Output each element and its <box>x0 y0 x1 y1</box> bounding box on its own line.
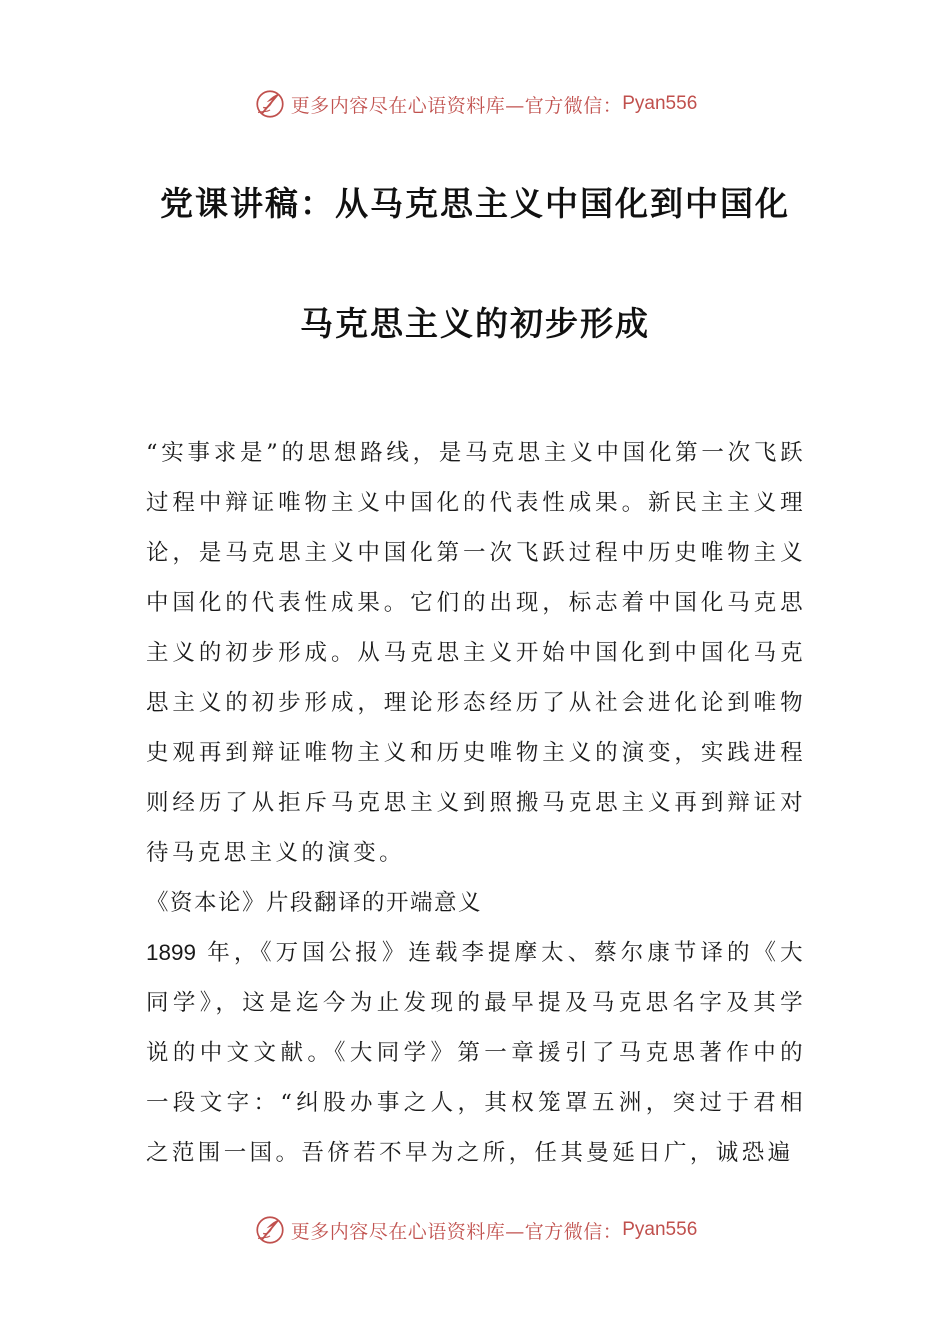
document-body <box>146 428 806 1178</box>
watermark-banner-bottom <box>0 1210 950 1250</box>
paragraph-intro: “实事求是”的思想路线，是马克思主义中国化第一次飞跃过程中辩证唯物主义中国化的代表性成果。新民主主义理论，是马克思主义中国化第一次飞跃过程中历史唯物主义中国化的代表性成果。它们的出现，标志着中国化马克思主义的初步形成。从马克思主义开始中国化到中国化马克思主义的初步形成，理论形态经历了从社会进化论到唯物史观再到辩证唯物主义和历史唯物主义的演变，实践进程则经历了从拒斥马克思主义到照搬马克思主义再到辩证对待马克思主义的演变。 <box>146 440 806 866</box>
quill-logo-icon <box>253 1213 287 1247</box>
watermark-text: 更多内容尽在心语资料库—官方微信： <box>290 94 623 117</box>
paragraph-year: 1899 <box>146 940 197 965</box>
document-title-line-2: 马克思主义的初步形成 <box>300 304 650 343</box>
watermark-text: 更多内容尽在心语资料库—官方微信： <box>290 1220 623 1243</box>
watermark-wechat-id: Pyan556 <box>622 93 698 114</box>
section-heading: 《资本论》片段翻译的开端意义 <box>146 890 483 916</box>
paragraph-second-text: 年，《万国公报》连载李提摩太、蔡尔康节译的《大同学》，这是迄今为止发现的最早提及马克思名字及其学说的中文文献。《大同学》第一章援引了马克思著作中的一段文字：“纠股办事之人，其权笼罩五洲，突过于君相之范围一国。吾侪若不早为之所，任其曼延日广，诚恐遍 <box>146 940 806 1166</box>
watermark-wechat-id: Pyan556 <box>622 1219 698 1240</box>
quill-logo-icon <box>253 87 287 121</box>
watermark-banner-top <box>0 84 950 124</box>
document-title-line-1: 党课讲稿：从马克思主义中国化到中国化 <box>160 184 790 223</box>
paragraph-second <box>146 928 806 1178</box>
